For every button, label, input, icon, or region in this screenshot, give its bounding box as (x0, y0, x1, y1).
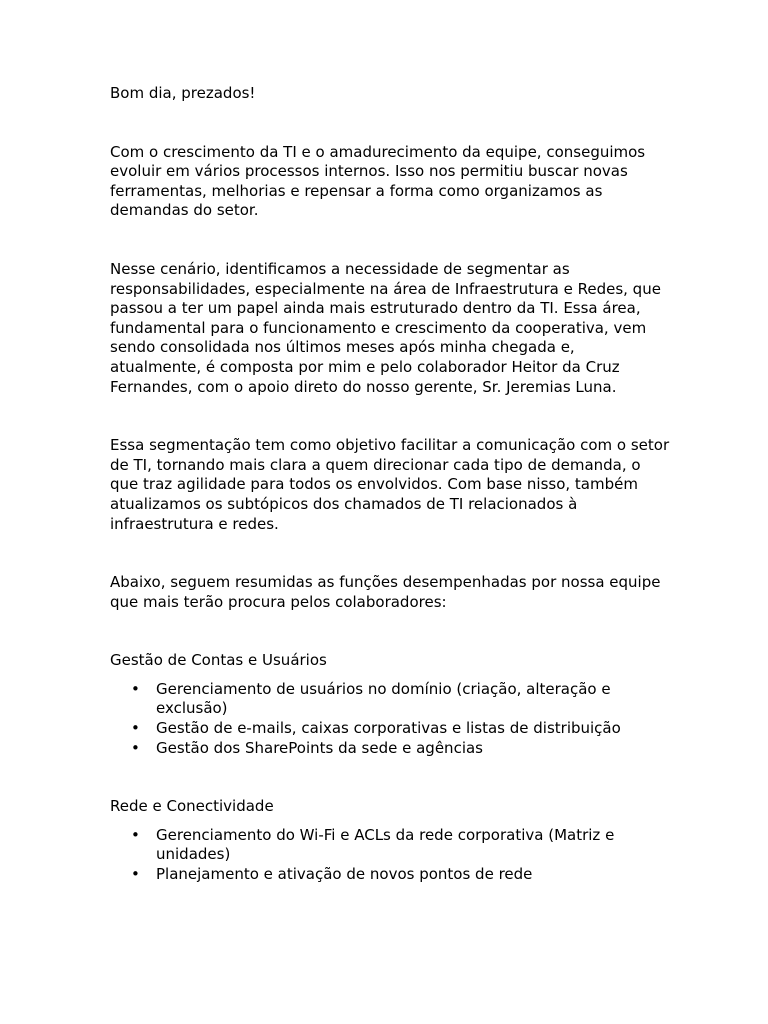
list-item-text: Gestão dos SharePoints da sede e agências (156, 738, 483, 757)
list-item-text: Gerenciamento do Wi-Fi e ACLs da rede corporativa (Matriz e unidades) (156, 825, 615, 864)
paragraph-objective: Essa segmentação tem como objetivo facilitar a comunicação com o setor de TI, tornando mais clara a quem direcionar cada tipo de demanda, o que traz agilidade para todos os envolvidos. Com base nisso, também atualizamos os subtópicos dos chamados de TI relacionados à infraestrutura e redes. (110, 436, 670, 533)
list-item (110, 719, 670, 739)
section-title-network: Rede e Conectividade (110, 797, 274, 816)
paragraph-context: Nesse cenário, identificamos a necessidade de segmentar as responsabilidades, especialmente na área de Infraestrutura e Redes, que passou a ter um papel ainda mais estruturado dentro da TI. Essa área, fundamental para o funcionamento e crescimento da cooperativa, vem sendo consolidada nos últimos meses após minha chegada e, atualmente, é composta por mim e pelo colaborador Heitor da Cruz Fernandes, com o apoio direto do nosso gerente, Sr. Jeremias Luna. (110, 259, 661, 396)
paragraph-intro: Com o crescimento da TI e o amadurecimento da equipe, conseguimos evoluir em vários processos internos. Isso nos permitiu buscar novas ferramentas, melhorias e repensar a forma como organizamos as demandas do setor. (110, 142, 646, 220)
list-item-text: Gerenciamento de usuários no domínio (criação, alteração e exclusão) (156, 679, 611, 718)
greeting: Bom dia, prezados! (110, 84, 256, 102)
list-item-text: Gestão de e-mails, caixas corporativas e listas de distribuição (156, 719, 621, 738)
list-item (110, 826, 670, 865)
bullet-icon: • (131, 719, 140, 738)
list-item-text: Planejamento e ativação de novos pontos de rede (156, 865, 533, 884)
list-item (110, 865, 670, 885)
document-page (110, 84, 670, 885)
bullet-icon: • (131, 738, 140, 757)
section-title-accounts: Gestão de Contas e Usuários (110, 651, 327, 670)
list-item (110, 739, 670, 759)
bullet-icon: • (131, 679, 140, 698)
paragraph-summary: Abaixo, seguem resumidas as funções desempenhadas por nossa equipe que mais terão procura pelos colaboradores: (110, 573, 661, 611)
bullet-icon: • (131, 865, 140, 884)
bullet-icon: • (131, 825, 140, 844)
accounts-list (110, 680, 670, 758)
network-list (110, 826, 670, 885)
list-item (110, 680, 670, 719)
